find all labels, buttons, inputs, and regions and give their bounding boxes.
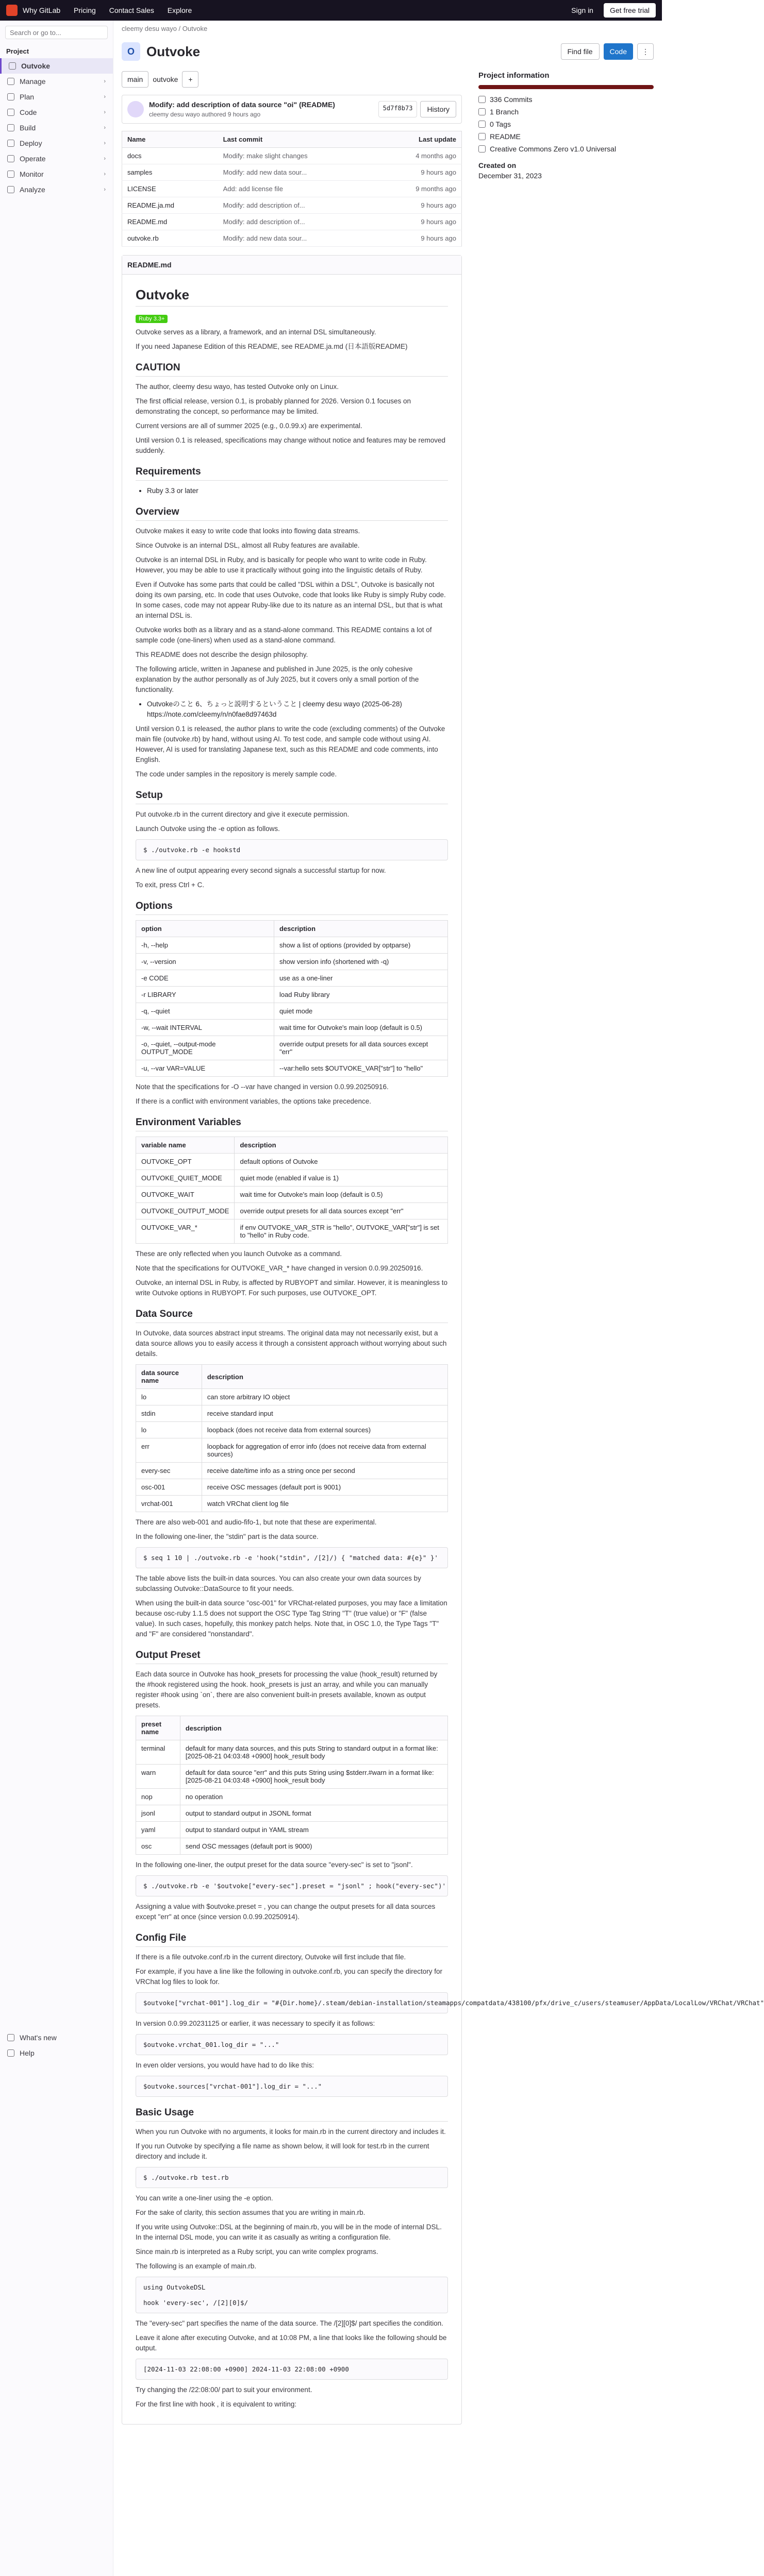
deployments-icon [7,140,14,147]
cell: receive standard input [202,1405,447,1422]
nav-pricing[interactable]: Pricing [74,6,96,14]
cell: no operation [180,1789,447,1805]
sidebar-item-label: Manage [20,77,46,86]
file-name[interactable]: LICENSE [122,181,218,197]
sidebar [0,21,113,2576]
commit-icon [478,96,486,103]
cell: -r LIBRARY [136,987,274,1003]
file-table [122,131,462,247]
cell: loopback for aggregation of error info (does not receive data from external sources) [202,1438,447,1463]
info-label: 0 Tags [490,120,511,128]
search-input[interactable]: Search or go to... [5,26,108,39]
whats-new-label: What's new [20,2033,57,2042]
file-commit[interactable]: Add: add license file [218,181,376,197]
code-block: $outvoke.vrchat_001.log_dir = "..." [136,2034,448,2055]
heading-data-source: Data Source [136,1309,448,1323]
readme-text: Note that the specifications for OUTVOKE_VAR_* have changed in version 0.0.99.20250916. [136,1264,423,1272]
col-description: description [180,1716,447,1740]
more-actions-icon[interactable]: ⋮ [637,43,654,60]
col-description: description [274,921,447,937]
cell: override output presets for all data sources except "err" [235,1203,448,1219]
cell: nop [136,1789,180,1805]
cell: vrchat-001 [136,1496,202,1512]
readme-text: Launch Outvoke using the -e option as follows. [136,825,280,833]
cell: quiet mode (enabled if value is 1) [235,1170,448,1187]
table-row [136,954,448,970]
cell: if env OUTVOKE_VAR_STR is "hello", OUTVOKE_VAR["str"] is set to "hello" in Ruby code. [235,1219,448,1244]
cell: watch VRChat client log file [202,1496,447,1512]
readme-text: The "every-sec" part specifies the name of the data source. The /[2][0]$/ part specifies the condition. [136,2319,443,2327]
book-icon [478,133,486,140]
chevron-right-icon: › [104,125,106,131]
heading-output-preset: Output Preset [136,1650,448,1664]
cell: use as a one-liner [274,970,447,987]
heading-env: Environment Variables [136,1117,448,1131]
readme-text: In the following one-liner, the output preset for the data source "every-sec" is set to "jsonl". [136,1861,413,1869]
sidebar-item-outvoke[interactable] [0,58,113,74]
users-icon [7,78,14,85]
cell: osc-001 [136,1479,202,1496]
info-label: README [490,132,521,141]
sidebar-item-build[interactable] [0,120,113,135]
sidebar-item-code[interactable] [0,105,113,120]
monitor-icon [7,171,14,178]
cell: stdin [136,1405,202,1422]
col-description: description [235,1137,448,1154]
readme-text: For the sake of clarity, this section assumes that you are writing in main.rb. [136,2209,366,2216]
readme-text: If you need Japanese Edition of this README, see README.ja.md (日本語版README) [136,343,408,350]
file-updated: 4 months ago [376,148,462,164]
file-name[interactable]: samples [122,164,218,181]
readme-text: When using the built-in data source "osc-001" for VRChat-related purposes, you may face a limitation because osc-ruby 1.1.5 does not support the OSC Type Tag String "T" (true value) or "F" (false value). In such cases, hopefully, this monkey patch helps. Note that, in OSC 1.0, the Type Tags "T" and "F" are considered "nonstandard". [136,1599,447,1638]
file-updated: 9 hours ago [376,197,462,214]
cell: output to standard output in JSONL format [180,1805,447,1822]
sidebar-item-label: Monitor [20,170,44,178]
readme-text: Since main.rb is interpreted as a Ruby script, you can write complex programs. [136,2248,378,2256]
table-row [136,1187,448,1203]
cell: lo [136,1389,202,1405]
heading-overview: Overview [136,506,448,521]
license-link[interactable] [478,145,654,153]
data-source-table [136,1364,448,1512]
readme-text: Outvoke works both as a library and as a stand-alone command. This README contains a lot of sample code (one-liners) when used as a stand-alone command. [136,626,432,644]
table-row [136,1822,448,1838]
cell: warn [136,1765,180,1789]
readme-text: In the following one-liner, the "stdin" part is the data source. [136,1533,319,1540]
cell: send OSC messages (default port is 9000) [180,1838,447,1855]
readme-text: For example, if you have a line like the following in outvoke.conf.rb, you can specify the directory for VRChat log files to look for. [136,1968,443,1986]
file-name[interactable]: docs [122,148,218,164]
table-row [136,1203,448,1219]
breadcrumb[interactable]: cleemy desu wayo / Outvoke [122,25,208,32]
heading-config-file: Config File [136,1933,448,1947]
info-label: 336 Commits [490,95,533,104]
readme-text: Until version 0.1 is released, specifications may change without notice and features may be removed suddenly. [136,436,446,454]
table-row [136,1020,448,1036]
col-description: description [202,1365,447,1389]
cell: default for many data sources, and this puts String to standard output in a format like: [2025-08-21 04:03:48 +0900] hook_result body [180,1740,447,1765]
planning-icon [7,93,14,100]
cell: OUTVOKE_VAR_* [136,1219,235,1244]
commit-title[interactable]: Modify: add description of data source "oi" (README) [149,100,335,109]
table-row [136,1389,448,1405]
help-label: Help [20,2049,35,2057]
list-item: • Ruby 3.3 or later [147,486,448,496]
nav-contact-sales[interactable]: Contact Sales [109,6,154,14]
col-last-update: Last update [376,131,462,148]
cell: --var:hello sets $OUTVOKE_VAR["str"] to "hello" [274,1060,447,1077]
file-commit[interactable]: Modify: make slight changes [218,148,376,164]
readme-text: Leave it alone after executing Outvoke, and at 10:08 PM, a line that looks like the following should be output. [136,2334,447,2352]
table-row [136,1003,448,1020]
col-option: option [136,921,274,937]
created-date: December 31, 2023 [478,172,542,180]
sidebar-item-label: Build [20,124,36,132]
cell: default options of Outvoke [235,1154,448,1170]
readme-text: This README does not describe the design philosophy. [136,651,308,658]
readme-text: Current versions are all of summer 2025 (e.g., 0.0.99.x) are experimental. [136,422,362,430]
table-row [136,1838,448,1855]
add-icon[interactable]: + [182,71,198,88]
branch-selector[interactable]: main [122,71,148,88]
heading-setup: Setup [136,790,448,804]
tag-icon [478,121,486,128]
table-row [136,1060,448,1077]
readme-text: In Outvoke, data sources abstract input streams. The original data may not necessarily exist, but a data source allows you to easily access it through a consistent approach without worrying about such details. [136,1329,447,1358]
readme-text: These are only reflected when you launch Outvoke as a command. [136,1250,342,1258]
code-block: $ seq 1 10 | ./outvoke.rb -e 'hook("stdin", /[2]/) { "matched data: #{e}" }' [136,1547,448,1568]
table-row [136,970,448,987]
free-trial-button[interactable]: Get free trial [604,3,656,18]
options-table [136,920,448,1077]
readme-text: Note that the specifications for -O --var have changed in version 0.0.99.20250916. [136,1083,389,1091]
readme-text: Assigning a value with $outvoke.preset = , you can change the output presets for all data sources except "err" at once (since version 0.0.99.20250914). [136,1903,436,1921]
table-row [136,937,448,954]
cell: override output presets for all data sources except "err" [274,1036,447,1060]
chevron-right-icon: › [104,171,106,177]
col-last-commit: Last commit [218,131,376,148]
file-updated: 9 hours ago [376,214,462,230]
cell: jsonl [136,1805,180,1822]
branches-link[interactable] [478,108,654,116]
file-commit[interactable]: Modify: add new data sour... [218,230,376,247]
file-updated: 9 hours ago [376,230,462,247]
code-block: $ ./outvoke.rb -e '$outvoke["every-sec"].preset = "jsonl" ; hook("every-sec")' [136,1875,448,1896]
code-block: using OutvokeDSL hook 'every-sec', /[2][0]$/ [136,2277,448,2313]
col-name: Name [122,131,218,148]
chevron-right-icon: › [104,78,106,84]
table-row [136,1479,448,1496]
top-nav [23,6,203,14]
cell: receive OSC messages (default port is 9001) [202,1479,447,1496]
cell: -w, --wait INTERVAL [136,1020,274,1036]
sidebar-item-label: Operate [20,155,46,163]
readme-text: Outvoke makes it easy to write code that looks into flowing data streams. [136,527,360,535]
rocket-icon [7,124,14,131]
sidebar-item-manage[interactable] [0,74,113,89]
file-commit[interactable]: Modify: add new data sour... [218,164,376,181]
code-block: $ ./outvoke.rb -e hookstd [136,839,448,860]
heading-caution: CAUTION [136,362,448,377]
table-row[interactable] [122,181,462,197]
readme-text: In version 0.0.99.20231125 or earlier, it was necessary to specify it as follows: [136,2020,375,2027]
code-icon [7,109,14,116]
heading-basic-usage: Basic Usage [136,2107,448,2122]
cell: wait time for Outvoke's main loop (default is 0.5) [235,1187,448,1203]
cell: output to standard output in YAML stream [180,1822,447,1838]
code-button[interactable]: Code [604,43,633,60]
project-info-title: Project information [478,71,550,80]
readme-text: Since Outvoke is an internal DSL, almost all Ruby features are available. [136,541,360,549]
sidebar-item-operate[interactable] [0,151,113,166]
file-name[interactable]: outvoke.rb [122,230,218,247]
sidebar-item-deploy[interactable] [0,135,113,151]
whats-new-link[interactable] [0,2030,113,2045]
avatar [127,101,144,117]
readme-title: Outvoke [136,287,448,307]
table-row[interactable] [122,214,462,230]
readme-text: Until version 0.1 is released, the author plans to write the code (excluding comments) of the Outvoke main file (outvoke.rb) by hand, without using AI. To test code, and sample code without using AI. However, AI is used for translating Japanese text, such as this README and code comments, into English. [136,725,445,764]
ruby-badge[interactable]: Ruby 3.3+ [136,315,168,323]
help-link[interactable] [0,2045,113,2061]
readme-text: To exit, press Ctrl + C. [136,881,205,889]
created-label: Created on [478,161,517,170]
readme-text: For the first line with hook , it is equivalent to writing: [136,2400,297,2408]
question-icon [7,2049,14,2057]
heading-options: Options [136,901,448,915]
gitlab-logo-icon[interactable] [6,5,18,16]
commit-meta: cleemy desu wayo authored 9 hours ago [149,111,261,118]
cell: -e CODE [136,970,274,987]
col-preset: preset name [136,1716,180,1740]
heading-requirements: Requirements [136,466,448,481]
readme-text: The author, cleemy desu wayo, has tested Outvoke only on Linux. [136,383,339,391]
sidebar-item-plan[interactable] [0,89,113,105]
cell: quiet mode [274,1003,447,1020]
cell: OUTVOKE_WAIT [136,1187,235,1203]
code-block: $outvoke.sources["vrchat-001"].log_dir = "..." [136,2076,448,2097]
table-row [136,1405,448,1422]
chevron-right-icon: › [104,109,106,115]
cell: lo [136,1422,202,1438]
cell: OUTVOKE_OPT [136,1154,235,1170]
main-content [122,36,764,2425]
cell: show a list of options (provided by optparse) [274,937,447,954]
cell: err [136,1438,202,1463]
table-row [136,1170,448,1187]
cell: -q, --quiet [136,1003,274,1020]
readme-text: If you write using Outvoke::DSL at the beginning of main.rb, you will be in the mode of internal DSL. In the internal DSL mode, you can write it as casually as writing a configuration file. [136,2223,442,2241]
cell: receive date/time info as a string once per second [202,1463,447,1479]
file-commit[interactable]: Modify: add description of... [218,214,376,230]
readme-text: The following article, written in Japanese and published in June 2025, is the only cohesive explanation by the author personally as of July 2025, but it covers only a small portion of the functionality. [136,665,419,693]
code-block: [2024-11-03 22:08:00 +0900] 2024-11-03 22:08:00 +0900 [136,2359,448,2380]
branch-icon [478,108,486,115]
cell: -h, --help [136,937,274,954]
readme-text: Outvoke is an internal DSL in Ruby, and is basically for people who want to write code in Ruby. However, you may be able to use it practically without going into the linguistic details of Ruby. [136,556,427,574]
sidebar-item-analyze[interactable] [0,182,113,197]
cell: -u, --var VAR=VALUE [136,1060,274,1077]
file-updated: 9 months ago [376,181,462,197]
readme-text: The table above lists the built-in data sources. You can also create your own data sources by subclassing Outvoke::DataSource to fit your needs. [136,1574,421,1592]
readme-panel [122,255,764,2425]
file-commit[interactable]: Modify: add description of... [218,197,376,214]
chart-icon [7,186,14,193]
cell: wait time for Outvoke's main loop (default is 0.5) [274,1020,447,1036]
table-row [136,1154,448,1170]
readme-link[interactable] [478,132,654,141]
readme-text: The first official release, version 0.1, is probably planned for 2026. Version 0.1 focuses on demonstrating the concept, so performance may be limited. [136,397,411,415]
readme-text: If there is a file outvoke.conf.rb in the current directory, Outvoke will first include that file. [136,1953,406,1961]
file-name[interactable]: README.ja.md [122,197,218,214]
table-row [136,1496,448,1512]
sidebar-item-monitor[interactable] [0,166,113,182]
table-row [136,1789,448,1805]
cell: osc [136,1838,180,1855]
cell: can store arbitrary IO object [202,1389,447,1405]
readme-filename[interactable]: README.md [122,256,461,275]
nav-why-gitlab[interactable]: Why GitLab [23,6,61,14]
file-name[interactable]: README.md [122,214,218,230]
readme-text: You can write a one-liner using the -e option. [136,2194,273,2202]
project-avatar: O [122,42,140,61]
tags-link[interactable] [478,120,654,128]
readme-text: Even if Outvoke has some parts that could be called "DSL within a DSL", Outvoke is basically not doing its own parsing, etc. In code that uses Outvoke, code that looks like Ruby is simply Ruby code. In some cases, code may not appear Ruby-like due to its nature as an internal DSL, but that is what an internal DSL is. [136,581,446,619]
find-file-button[interactable]: Find file [561,43,600,60]
history-button[interactable]: History [420,101,456,117]
sidebar-item-label: Deploy [20,139,42,147]
project-info-panel [478,67,654,2425]
col-variable: variable name [136,1137,235,1154]
readme-text: In even older versions, you would have had to do like this: [136,2061,314,2069]
table-row [136,987,448,1003]
cell: default for data source "err" and this puts String using $stderr.#warn in a format like: [2025-08-21 04:03:48 +0900] hook_result body [180,1765,447,1789]
top-bar [0,0,662,21]
chevron-right-icon: › [104,187,106,193]
readme-text: Outvoke, an internal DSL in Ruby, is affected by RUBYOPT and similar. However, it is meaningless to write Outvoke options in RUBYOPT. For such purposes, use OUTVOKE_OPT. [136,1279,448,1297]
readme-text: Each data source in Outvoke has hook_presets for processing the value (hook_result) returned by the #hook registered using the hook. hook_presets is just an array, and while you can manually register #hook using `on`, there are also convenient built-in presets available, known as output presets. [136,1670,438,1709]
code-block: $ ./outvoke.rb test.rb [136,2167,448,2188]
table-row [136,1740,448,1765]
table-row [136,1422,448,1438]
language-bar [478,85,654,89]
info-label: Creative Commons Zero v1.0 Universal [490,145,617,153]
table-row[interactable] [122,148,462,164]
chevron-right-icon: › [104,94,106,100]
cell: -v, --version [136,954,274,970]
readme-text: There are also web-001 and audio-fifo-1, but note that these are experimental. [136,1518,377,1526]
cell: OUTVOKE_QUIET_MODE [136,1170,235,1187]
readme-text: If you run Outvoke by specifying a file name as shown below, it will look for test.rb in the current directory and include it. [136,2142,429,2160]
repo-path[interactable]: outvoke [153,75,178,83]
cell: every-sec [136,1463,202,1479]
chevron-right-icon: › [104,156,106,162]
project-icon [9,62,16,70]
cell: load Ruby library [274,987,447,1003]
nav-explore[interactable]: Explore [167,6,192,14]
commits-link[interactable] [478,95,654,104]
project-title: Outvoke [146,43,201,59]
readme-text: If there is a conflict with environment variables, the options take precedence. [136,1097,371,1105]
col-data-source: data source name [136,1365,202,1389]
readme-text: The following is an example of main.rb. [136,2262,257,2270]
table-row[interactable] [122,230,462,247]
readme-text: Try changing the /22:08:00/ part to suit your environment. [136,2386,312,2394]
cell: terminal [136,1740,180,1765]
sidebar-item-label: Outvoke [21,62,51,70]
cloud-icon [7,155,14,162]
sidebar-item-label: Plan [20,93,35,101]
table-row [136,1765,448,1789]
cell: OUTVOKE_OUTPUT_MODE [136,1203,235,1219]
code-block: $outvoke["vrchat-001"].log_dir = "#{Dir.home}/.steam/debian-installation/steamapps/compatdata/438100/pfx/drive_c/users/steamuser/AppData/LocalLow/VRChat/VRChat" [136,1992,448,2013]
cell: show version info (shortened with -q) [274,954,447,970]
sign-in-button[interactable]: Sign in [571,6,593,14]
readme-text: A new line of output appearing every second signals a successful startup for now. [136,867,386,874]
table-row [136,1219,448,1244]
last-commit [122,95,462,124]
cell: -o, --quiet, --output-mode OUTPUT_MODE [136,1036,274,1060]
info-label: 1 Branch [490,108,519,116]
cell: loopback (does not receive data from external sources) [202,1422,447,1438]
sidebar-section-title: Project [6,47,29,55]
readme-text: The code under samples in the repository is merely sample code. [136,770,337,778]
chevron-right-icon: › [104,140,106,146]
table-row [136,1438,448,1463]
table-row[interactable] [122,164,462,181]
readme-text: When you run Outvoke with no arguments, it looks for main.rb in the current directory and includes it. [136,2128,446,2136]
table-row [136,1036,448,1060]
list-item[interactable]: • Outvokeのこと 6、ちょっと説明するということ | cleemy desu wayo (2025-06-28) https://note.com/cleemy/n/n0fae8d97463d [147,699,448,720]
scale-icon [478,145,486,152]
table-row[interactable] [122,197,462,214]
gift-icon [7,2034,14,2041]
file-updated: 9 hours ago [376,164,462,181]
sidebar-item-label: Analyze [20,185,45,194]
env-table [136,1137,448,1244]
commit-hash[interactable]: 5d7f8b73 [378,101,418,117]
output-preset-table [136,1716,448,1855]
cell: yaml [136,1822,180,1838]
readme-text: Put outvoke.rb in the current directory and give it execute permission. [136,810,350,818]
sidebar-item-label: Code [20,108,37,116]
readme-text: Outvoke serves as a library, a framework, and an internal DSL simultaneously. [136,328,376,336]
table-row [136,1463,448,1479]
table-row [136,1805,448,1822]
